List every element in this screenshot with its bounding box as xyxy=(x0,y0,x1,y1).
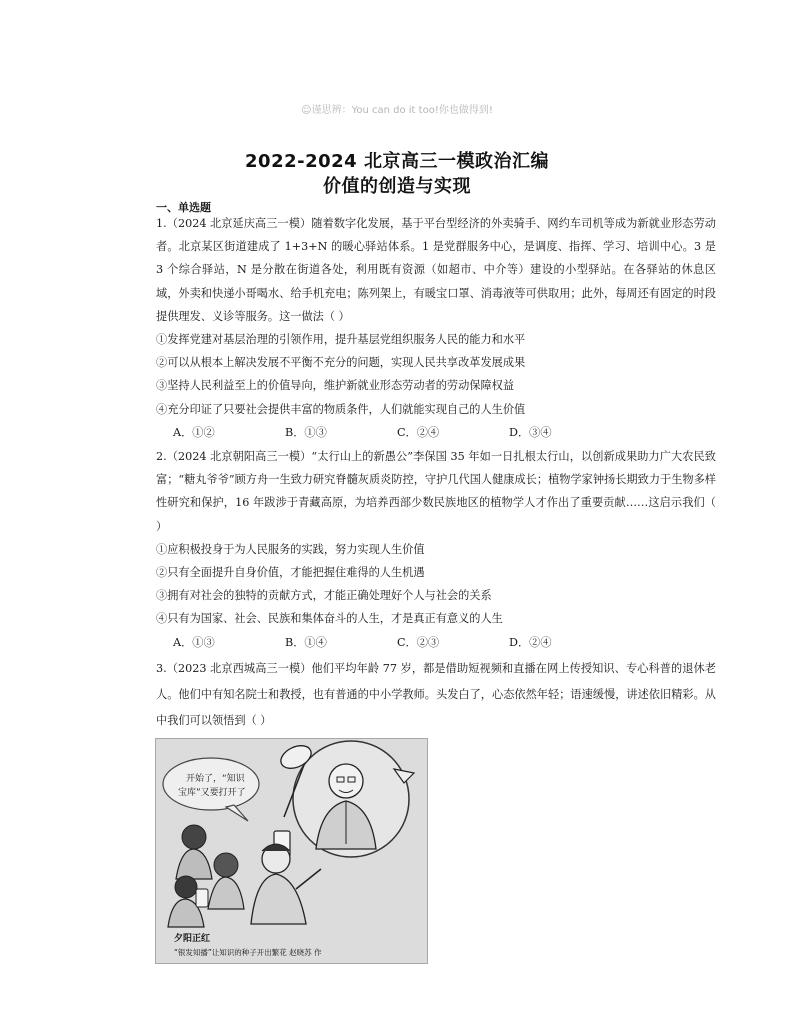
question-1-choice-c[interactable]: C．②④ xyxy=(397,425,440,439)
question-2-option-1: ①应积极投身于为人民服务的实践，努力实现人生价值 xyxy=(156,542,425,556)
question-2-option-3: ③拥有对社会的独特的贡献方式，才能正确处理好个人与社会的关系 xyxy=(156,589,492,603)
question-2-option-2: ②只有全面提升自身价值，才能把握住难得的人生机遇 xyxy=(156,566,425,580)
document-subtitle: 价值的创造与实现 xyxy=(323,176,471,197)
question-1-choices xyxy=(156,421,716,444)
question-1-choice-d[interactable]: D．③④ xyxy=(509,425,552,439)
question-1-option-2: ②可以从根本上解决发展不平衡不充分的问题，实现人民共享改革发展成果 xyxy=(156,356,526,370)
question-1-choice-a[interactable]: A．①② xyxy=(173,425,215,439)
speech-bubble xyxy=(163,758,259,810)
question-2-option-4: ④只有为国家、社会、民族和集体奋斗的人生，才是真正有意义的人生 xyxy=(156,612,503,626)
section-heading: 一、单选题 xyxy=(156,201,211,214)
bubble-text-1: 开始了，“知识 xyxy=(186,774,245,784)
question-1 xyxy=(156,212,716,444)
question-2 xyxy=(156,445,716,654)
question-2-choice-d[interactable]: D．②④ xyxy=(509,635,552,649)
cartoon-caption-text: “银发知播”让知识的种子开出繁花 赵晓苏 作 xyxy=(174,948,322,957)
question-1-choice-b[interactable]: B．①③ xyxy=(285,425,327,439)
question-1-option-1: ①发挥党建对基层治理的引领作用，提升基层党组织服务人民的能力和水平 xyxy=(156,333,526,347)
question-2-choice-b[interactable]: B．①④ xyxy=(285,635,327,649)
cartoon-drawing xyxy=(156,739,427,963)
question-1-option-4: ④充分印证了只要社会提供丰富的物质条件，人们就能实现自己的人生价值 xyxy=(156,402,526,416)
cartoon-caption-title: 夕阳正红 xyxy=(174,934,211,944)
question-2-choices xyxy=(156,631,716,654)
cartoon-illustration xyxy=(155,738,428,964)
document-title: 2022-2024 北京高三一模政治汇编 xyxy=(245,151,549,172)
question-3 xyxy=(156,656,716,734)
question-2-choice-c[interactable]: C．②③ xyxy=(397,635,440,649)
watermark: ☺谨思辨：You can do it too!你也做得到! xyxy=(301,105,493,116)
bubble-text-2: 宝库”又要打开了 xyxy=(178,788,246,798)
question-1-option-3: ③坚持人民利益至上的价值导向，维护新就业形态劳动者的劳动保障权益 xyxy=(156,379,515,393)
question-3-stem: 3.（2023 北京西城高三一模）他们平均年龄 77 岁，都是借助短视频和直播在网上传授知识、专心科普的退休老人。他们中有知名院士和教授，也有普通的中小学教师。头发白了，心态依然年轻；语速缓慢，讲述依旧精彩。从中我们可以领悟到（ ） xyxy=(156,662,716,727)
question-2-stem: 2.（2024 北京朝阳高三一模）“太行山上的新愚公”李保国 35 年如一日扎根太行山，以创新成果助力广大农民致富；“糖丸爷爷”顾方舟一生致力研究脊髓灰质炎防控，守护几代国人健康成长；植物学家钟扬长期致力于生物多样性研究和保护，16 年跋涉于青藏高原，为培养西部少数民族地区的植物学人才作出了重要贡献……这启示我们（ ） xyxy=(156,450,716,533)
question-2-choice-a[interactable]: A．①③ xyxy=(173,635,215,649)
question-1-stem: 1.（2024 北京延庆高三一模）随着数字化发展，基于平台型经济的外卖骑手、网约车司机等成为新就业形态劳动者。北京某区街道建成了 1+3+N 的暖心驿站体系。1 是党群服务中心，是调度、指挥、学习、培训中心。3 是 3 个综合驿站，N 是分散在街道各处，利用既有资源（如超市、中介等）建设的小型驿站。在各驿站的休息区域，外卖和快递小哥喝水、给手机充电；陈列架上，有暖宝口罩、消毒液等可供取用；此外，每周还有固定的时段提供理发、义诊等服务。这一做法（ ） xyxy=(156,217,716,323)
